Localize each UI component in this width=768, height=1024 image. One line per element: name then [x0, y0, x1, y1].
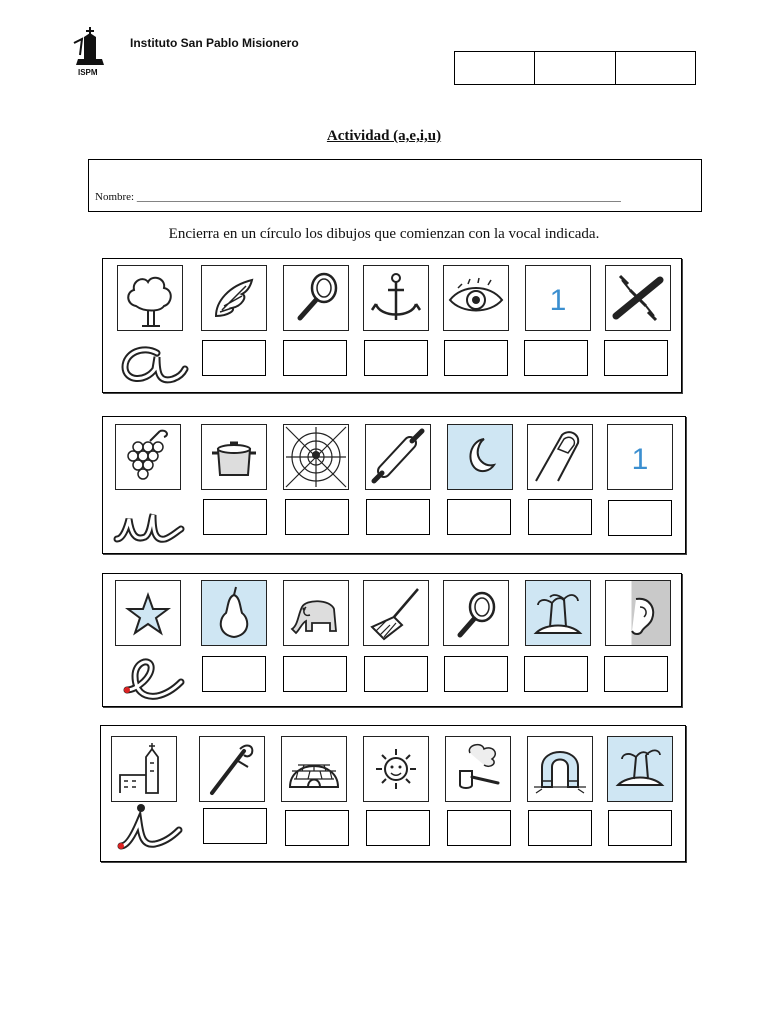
page-title: Actividad (a,e,i,u) [326, 128, 442, 144]
answer-box[interactable] [528, 499, 592, 535]
vowel-i-icon [113, 802, 189, 852]
island-icon[interactable] [607, 736, 673, 802]
answer-box[interactable] [604, 340, 668, 376]
rolling-pin-icon[interactable] [365, 424, 431, 490]
answer-box[interactable] [364, 656, 428, 692]
logo-text: ISPM [78, 68, 98, 77]
answer-box[interactable] [203, 499, 267, 535]
answer-box[interactable] [528, 810, 592, 846]
answer-box[interactable] [524, 656, 588, 692]
grade-cell[interactable] [455, 52, 535, 84]
sun-icon[interactable] [363, 736, 429, 802]
exercise-row-a [102, 258, 682, 393]
wing-icon[interactable] [201, 265, 267, 331]
answer-box[interactable] [447, 810, 511, 846]
answer-box[interactable] [202, 656, 266, 692]
spider-web-icon[interactable] [283, 424, 349, 490]
school-logo [70, 25, 110, 77]
answer-box[interactable] [444, 656, 508, 692]
magnet-icon[interactable] [527, 736, 593, 802]
answer-box[interactable] [364, 340, 428, 376]
number-one-label: 1 [631, 443, 649, 476]
tree-icon[interactable] [117, 265, 183, 331]
eye-icon[interactable] [443, 265, 509, 331]
pear-icon[interactable] [201, 580, 267, 646]
exercise-row-u [102, 416, 686, 554]
moon-icon[interactable] [447, 424, 513, 490]
anchor-icon[interactable] [363, 265, 429, 331]
pot-icon[interactable] [201, 424, 267, 490]
hand-mirror-icon[interactable] [283, 265, 349, 331]
exercise-row-i [100, 725, 686, 862]
number-one-label: 1 [549, 284, 567, 317]
ear-icon[interactable] [605, 580, 671, 646]
vowel-e-icon [113, 654, 189, 704]
vowel-a-icon [113, 339, 189, 389]
grapes-icon[interactable] [115, 424, 181, 490]
answer-box[interactable] [608, 500, 672, 536]
number-one-icon[interactable] [525, 265, 591, 331]
church-icon[interactable] [111, 736, 177, 802]
instruction-text: Encierra en un círculo los dibujos que comienzan con la vocal indicada. [168, 226, 600, 242]
elephant-icon[interactable] [283, 580, 349, 646]
answer-box[interactable] [366, 810, 430, 846]
answer-box[interactable] [444, 340, 508, 376]
name-box[interactable] [88, 159, 702, 212]
name-field[interactable]: Nombre: ________________________________________________________________________________________ [95, 191, 621, 203]
answer-box[interactable] [604, 656, 668, 692]
number-one-icon[interactable] [607, 424, 673, 490]
answer-box[interactable] [447, 499, 511, 535]
answer-box[interactable] [608, 810, 672, 846]
grade-cell[interactable] [535, 52, 615, 84]
school-name: Instituto San Pablo Misionero [130, 36, 299, 50]
grade-cell[interactable] [616, 52, 695, 84]
pipe-icon[interactable] [445, 736, 511, 802]
igloo-icon[interactable] [281, 736, 347, 802]
fingernail-icon[interactable] [527, 424, 593, 490]
hand-mirror-icon[interactable] [443, 580, 509, 646]
sword-icon[interactable] [199, 736, 265, 802]
answer-box[interactable] [285, 499, 349, 535]
answer-box[interactable] [283, 340, 347, 376]
answer-box[interactable] [524, 340, 588, 376]
broom-icon[interactable] [363, 580, 429, 646]
airplane-icon[interactable] [605, 265, 671, 331]
answer-box[interactable] [366, 499, 430, 535]
star-icon[interactable] [115, 580, 181, 646]
exercise-row-e [102, 573, 682, 707]
answer-box[interactable] [285, 810, 349, 846]
answer-box[interactable] [203, 808, 267, 844]
answer-box[interactable] [283, 656, 347, 692]
vowel-u-icon [111, 499, 187, 549]
grade-box [454, 51, 696, 85]
answer-box[interactable] [202, 340, 266, 376]
island-icon[interactable] [525, 580, 591, 646]
